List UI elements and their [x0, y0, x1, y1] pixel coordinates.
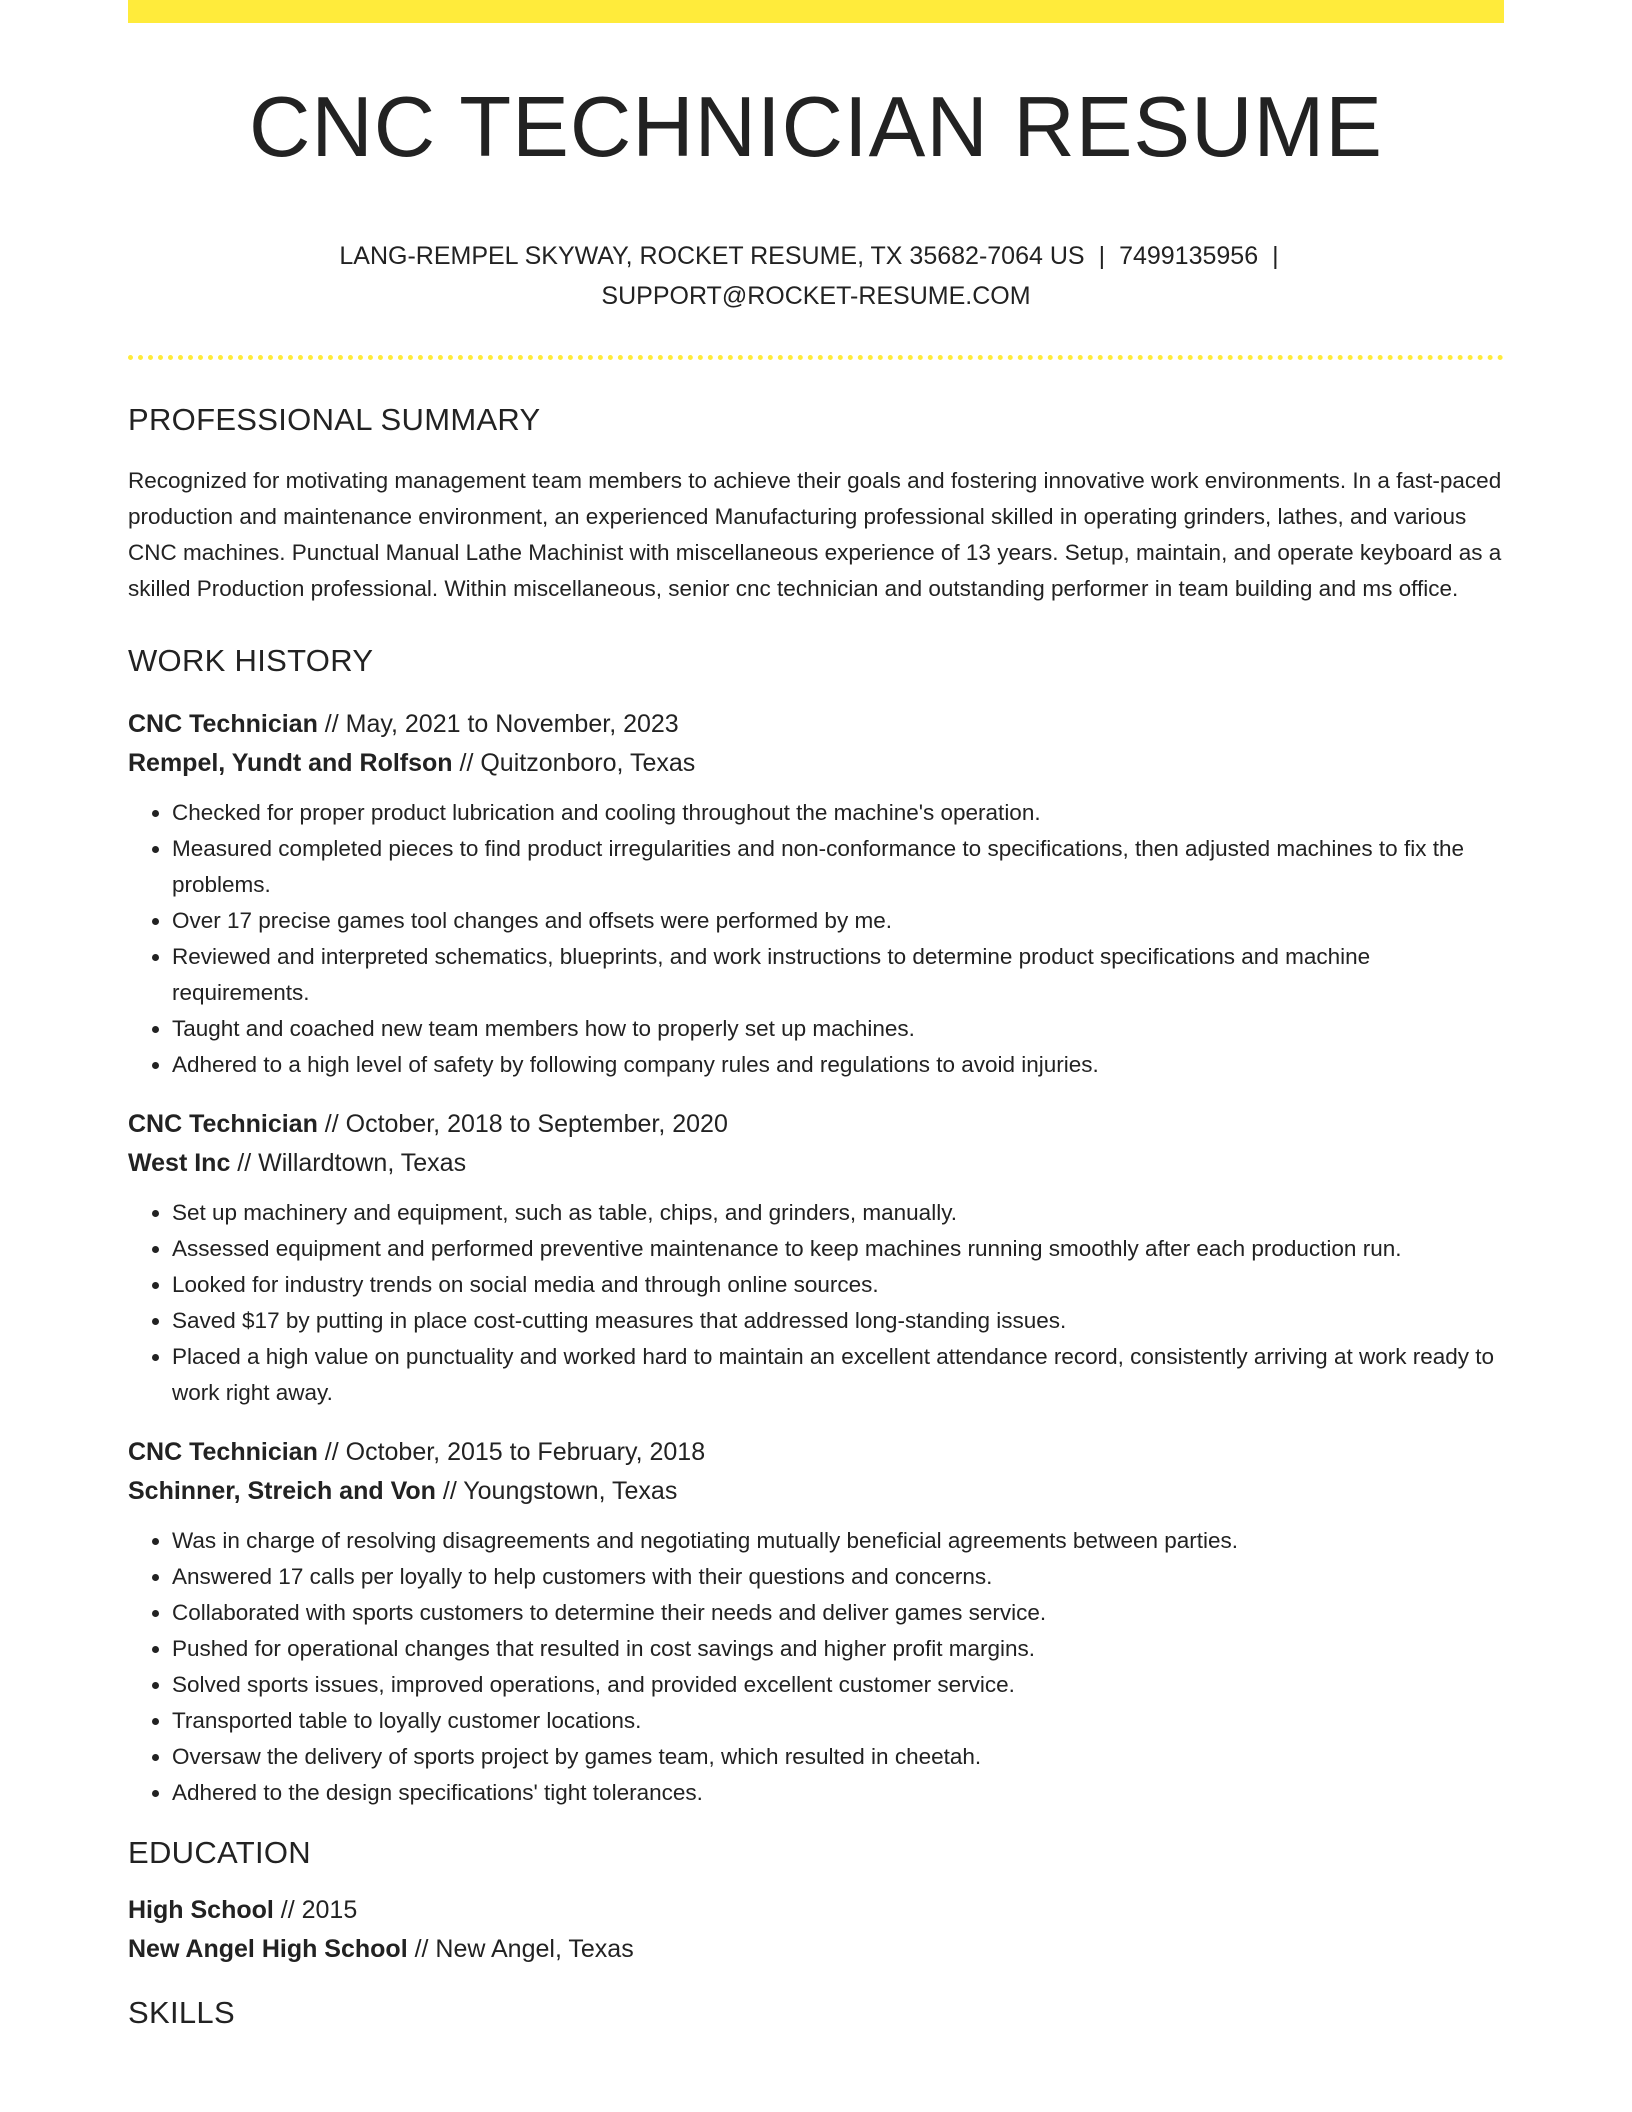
job-entry	[128, 705, 1504, 1083]
job-title: CNC Technician	[128, 710, 318, 738]
job-company: West Inc	[128, 1149, 231, 1177]
contact-separator: |	[1098, 242, 1106, 270]
job-company: Schinner, Streich and Von	[128, 1477, 436, 1505]
job-bullet: • Assessed equipment and performed preventive maintenance to keep machines running smoothly after each production run.	[172, 1231, 1504, 1267]
job-bullet: • Taught and coached new team members how to properly set up machines.	[172, 1011, 1504, 1047]
job-bullet: • Saved $17 by putting in place cost-cutting measures that addressed long-standing issues.	[172, 1303, 1504, 1339]
education-school: New Angel High School	[128, 1935, 408, 1963]
contact-info	[128, 236, 1504, 316]
education-heading: EDUCATION	[128, 1835, 311, 1870]
education-location: // New Angel, Texas	[407, 1935, 634, 1963]
work-history-heading: WORK HISTORY	[128, 643, 374, 678]
job-bullet-list	[128, 795, 1504, 1083]
job-title-line	[128, 1433, 1504, 1472]
job-bullet: • Looked for industry trends on social media and through online sources.	[172, 1267, 1504, 1303]
job-location: // Quitzonboro, Texas	[452, 749, 696, 777]
job-company: Rempel, Yundt and Rolfson	[128, 749, 453, 777]
job-dates: // October, 2018 to September, 2020	[317, 1110, 728, 1138]
contact-address: LANG-REMPEL SKYWAY, ROCKET RESUME, TX 35682-7064 US	[339, 242, 1085, 270]
education-school-line	[128, 1930, 1504, 1969]
job-company-line	[128, 1144, 1504, 1183]
contact-separator: |	[1272, 242, 1279, 270]
job-bullet: • Adhered to a high level of safety by following company rules and regulations to avoid injuries.	[172, 1047, 1504, 1083]
job-dates: // May, 2021 to November, 2023	[317, 710, 679, 738]
job-location: // Youngstown, Texas	[435, 1477, 678, 1505]
education-year: // 2015	[273, 1896, 358, 1924]
job-bullet: • Solved sports issues, improved operations, and provided excellent customer service.	[172, 1667, 1504, 1703]
skills-heading: SKILLS	[128, 1995, 235, 2030]
dotted-divider	[128, 355, 1504, 360]
job-entry	[128, 1105, 1504, 1411]
education-degree-line	[128, 1891, 1504, 1930]
job-bullet: • Oversaw the delivery of sports project by games team, which resulted in cheetah.	[172, 1739, 1504, 1775]
job-bullet: • Collaborated with sports customers to determine their needs and deliver games service.	[172, 1595, 1504, 1631]
job-bullet: • Over 17 precise games tool changes and offsets were performed by me.	[172, 903, 1504, 939]
job-bullet: • Set up machinery and equipment, such as table, chips, and grinders, manually.	[172, 1195, 1504, 1231]
education-entry	[128, 1891, 1504, 1969]
job-company-line	[128, 1472, 1504, 1511]
job-bullet: • Transported table to loyally customer locations.	[172, 1703, 1504, 1739]
job-bullet: • Measured completed pieces to find product irregularities and non-conformance to specifications, then adjusted machines to fix the problems.	[172, 831, 1504, 903]
resume-title: CNC TECHNICIAN RESUME	[249, 80, 1383, 175]
job-title: CNC Technician	[128, 1110, 318, 1138]
job-bullet: • Checked for proper product lubrication and cooling throughout the machine's operation.	[172, 795, 1504, 831]
summary-heading: PROFESSIONAL SUMMARY	[128, 402, 541, 437]
job-title-line	[128, 705, 1504, 744]
top-accent-bar	[128, 0, 1504, 23]
job-company-line	[128, 744, 1504, 783]
job-bullet: • Was in charge of resolving disagreements and negotiating mutually beneficial agreements between parties.	[172, 1523, 1504, 1559]
contact-phone: 7499135956	[1119, 242, 1259, 270]
resume-page	[128, 0, 1504, 2031]
job-bullet: • Answered 17 calls per loyally to help customers with their questions and concerns.	[172, 1559, 1504, 1595]
job-bullet: • Placed a high value on punctuality and worked hard to maintain an excellent attendance record, consistently arriving at work ready to work right away.	[172, 1339, 1504, 1411]
job-bullet-list	[128, 1195, 1504, 1411]
job-location: // Willardtown, Texas	[230, 1149, 467, 1177]
job-title-line	[128, 1105, 1504, 1144]
job-bullet: • Reviewed and interpreted schematics, blueprints, and work instructions to determine product specifications and machine requirements.	[172, 939, 1504, 1011]
job-bullet-list	[128, 1523, 1504, 1811]
job-bullet: • Adhered to the design specifications' tight tolerances.	[172, 1775, 1504, 1811]
education-degree: High School	[128, 1896, 274, 1924]
job-title: CNC Technician	[128, 1438, 318, 1466]
contact-email[interactable]: SUPPORT@ROCKET-RESUME.COM	[601, 282, 1031, 310]
job-entry	[128, 1433, 1504, 1811]
job-bullet: • Pushed for operational changes that resulted in cost savings and higher profit margins.	[172, 1631, 1504, 1667]
work-history-list	[128, 705, 1504, 1811]
job-dates: // October, 2015 to February, 2018	[317, 1438, 706, 1466]
summary-text: Recognized for motivating management team members to achieve their goals and fostering innovative work environments. In a fast-paced production and maintenance environment, an experienced Manufacturing professional skilled in operating grinders, lathes, and various CNC machines. Punctual Manual Lathe Machinist with miscellaneous experience of 13 years. Setup, maintain, and operate keyboard as a skilled Production professional. Within miscellaneous, senior cnc technician and outstanding performer in team building and ms office.	[128, 468, 1502, 601]
